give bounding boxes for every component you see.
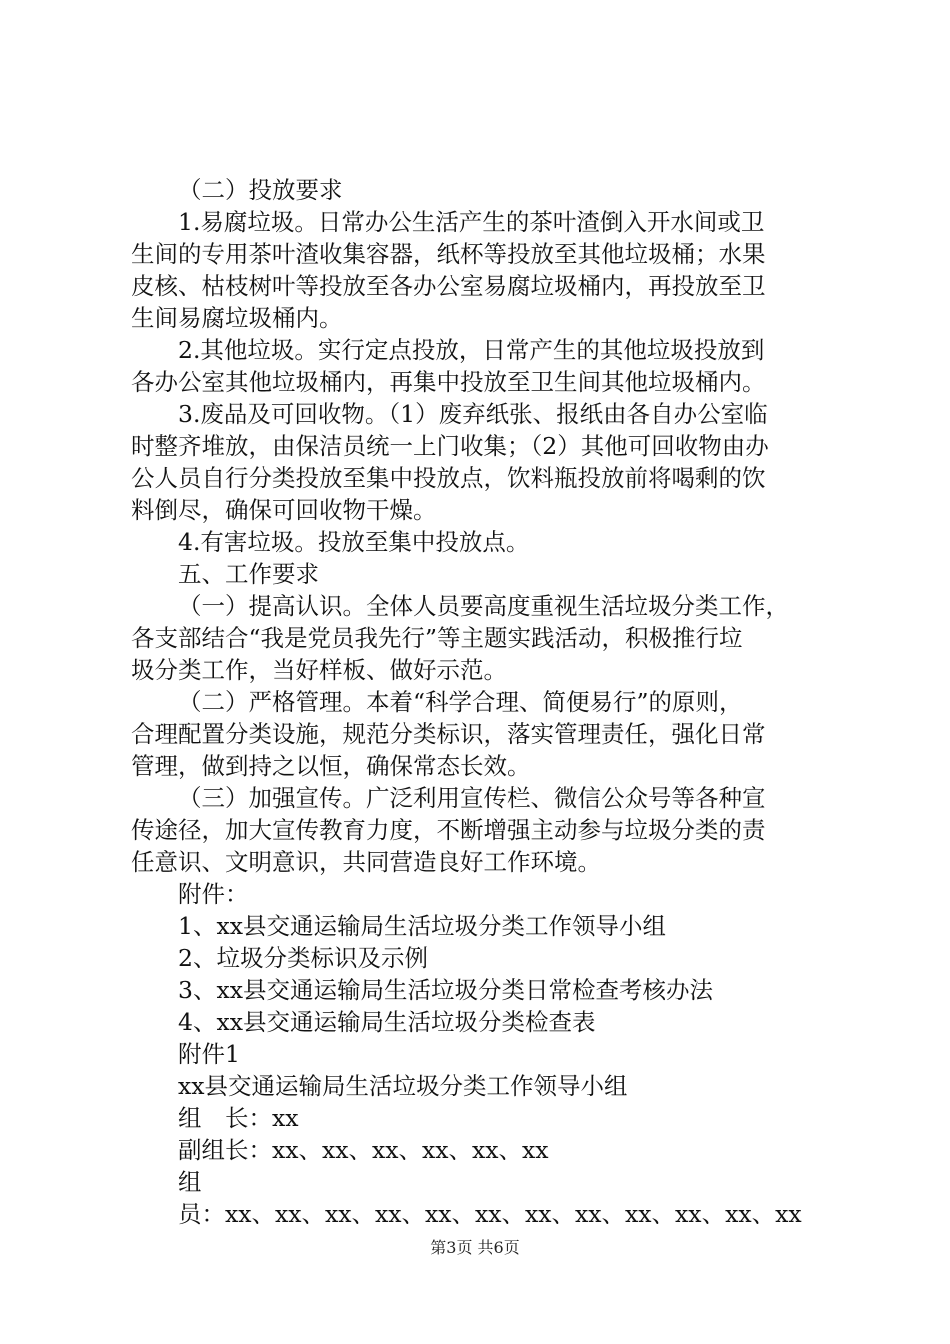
text-line: 皮核、枯枝树叶等投放至各办公室易腐垃圾桶内，再投放至卫 bbox=[131, 272, 766, 300]
attachment-item: 2、垃圾分类标识及示例 bbox=[178, 944, 428, 972]
member-list-line: 员：xx、xx、xx、xx、xx、xx、xx、xx、xx、xx、xx、xx bbox=[178, 1200, 802, 1228]
text-line: 传途径，加大宣传教育力度，不断增强主动参与垃圾分类的责 bbox=[131, 816, 766, 844]
member-label-line: 组 bbox=[178, 1168, 202, 1196]
text-line: （二）严格管理。本着“科学合理、简便易行”的原则， bbox=[178, 688, 743, 716]
text-line: 管理，做到持之以恒，确保常态长效。 bbox=[131, 752, 531, 780]
text-line: 4.有害垃圾。投放至集中投放点。 bbox=[178, 528, 530, 556]
text-line: （三）加强宣传。广泛利用宣传栏、微信公众号等各种宣 bbox=[178, 784, 766, 812]
group-leader-line: 组 长：xx bbox=[178, 1104, 299, 1132]
section-heading: 五、工作要求 bbox=[178, 560, 319, 588]
text-line: 料倒尽，确保可回收物干燥。 bbox=[131, 496, 437, 524]
text-line: 任意识、文明意识，共同营造良好工作环境。 bbox=[131, 848, 601, 876]
attachment-item: 3、xx县交通运输局生活垃圾分类日常检查考核办法 bbox=[178, 976, 713, 1004]
text-line: 生间的专用茶叶渣收集容器，纸杯等投放至其他垃圾桶；水果 bbox=[131, 240, 766, 268]
attachment-title: xx县交通运输局生活垃圾分类工作领导小组 bbox=[178, 1072, 628, 1100]
text-line: 圾分类工作，当好样板、做好示范。 bbox=[131, 656, 507, 684]
attachments-heading: 附件： bbox=[178, 880, 249, 908]
text-line: 各支部结合“我是党员我先行”等主题实践活动，积极推行垃 bbox=[131, 624, 743, 652]
text-line: 各办公室其他垃圾桶内，再集中投放至卫生间其他垃圾桶内。 bbox=[131, 368, 766, 396]
text-line: （二）投放要求 bbox=[178, 176, 343, 204]
attachment-label: 附件1 bbox=[178, 1040, 240, 1068]
page-number: 第3页 共6页 bbox=[430, 1238, 520, 1257]
text-line: 时整齐堆放，由保洁员统一上门收集；（2）其他可回收物由办 bbox=[131, 432, 769, 460]
text-line: 公人员自行分类投放至集中投放点，饮料瓶投放前将喝剩的饮 bbox=[131, 464, 766, 492]
deputy-leader-line: 副组长：xx、xx、xx、xx、xx、xx bbox=[178, 1136, 549, 1164]
text-line: 3.废品及可回收物。（1）废弃纸张、报纸由各自办公室临 bbox=[178, 400, 768, 428]
text-line: 2.其他垃圾。实行定点投放，日常产生的其他垃圾投放到 bbox=[178, 336, 765, 364]
text-line: 1.易腐垃圾。日常办公生活产生的茶叶渣倒入开水间或卫 bbox=[178, 208, 765, 236]
attachment-item: 1、xx县交通运输局生活垃圾分类工作领导小组 bbox=[178, 912, 666, 940]
text-line: （一）提高认识。全体人员要高度重视生活垃圾分类工作， bbox=[178, 592, 789, 620]
text-line: 生间易腐垃圾桶内。 bbox=[131, 304, 343, 332]
text-line: 合理配置分类设施，规范分类标识，落实管理责任，强化日常 bbox=[131, 720, 766, 748]
attachment-item: 4、xx县交通运输局生活垃圾分类检查表 bbox=[178, 1008, 596, 1036]
